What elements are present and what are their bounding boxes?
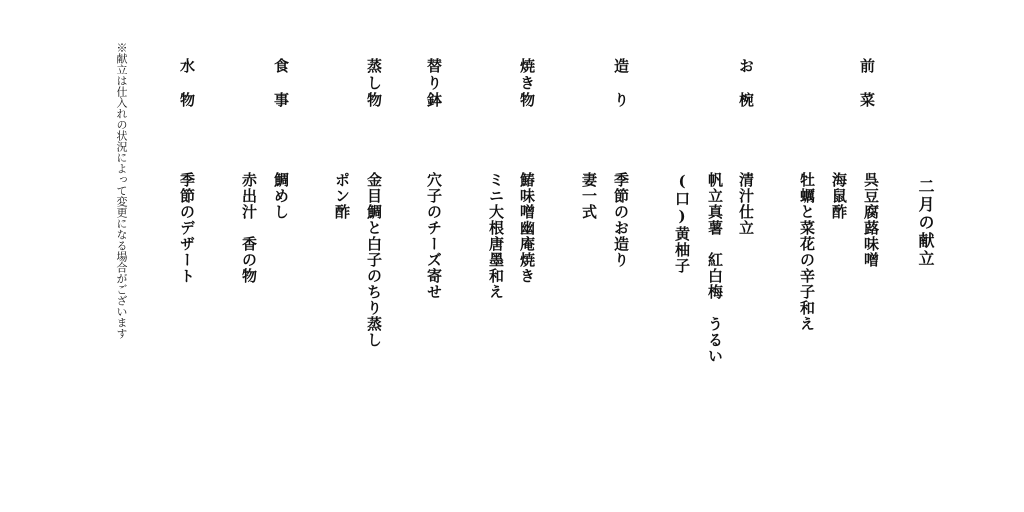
dish-item: 鯛めし [272,172,290,220]
dish-item: 穴子のチーズ寄せ [425,172,443,300]
dish-item: (口)黄柚子 [673,172,691,274]
dish-item: 帆立真薯 紅白梅 うるい [706,172,724,364]
menu-title: 二月の献立 [916,178,935,268]
course-label-mushimono: 蒸し物 [365,58,383,109]
course-label-mizumono: 水 物 [178,58,196,109]
dish-item: 呉豆腐蕗味噌 [862,172,880,268]
course-label-kawaribachi: 替り鉢 [425,58,443,109]
dish-item: 鰆味噌幽庵焼き [518,172,536,284]
dish-item: 季節のデザート [178,172,196,284]
course-label-yakimono: 焼き物 [518,58,536,109]
dish-item: 妻一式 [580,172,598,220]
course-label-shokuji: 食 事 [272,58,290,109]
course-label-zensai: 前 菜 [858,58,876,109]
course-label-owan: お 椀 [737,58,755,109]
menu-note: ※献立は仕入れの状況によって変更になる場合がございます [115,42,128,339]
dish-item: ポン酢 [333,172,351,220]
course-label-tsukuri: 造 り [612,58,630,109]
dish-item: 牡蠣と菜花の辛子和え [798,172,816,332]
dish-item: 清汁仕立 [737,172,755,236]
dish-item: 季節のお造り [612,172,630,268]
dish-item: 赤出汁 香の物 [240,172,258,284]
dish-item: 海鼠酢 [830,172,848,220]
dish-item: 金目鯛と白子のちり蒸し [365,172,383,348]
dish-item: ミニ大根唐墨和え [487,172,505,300]
